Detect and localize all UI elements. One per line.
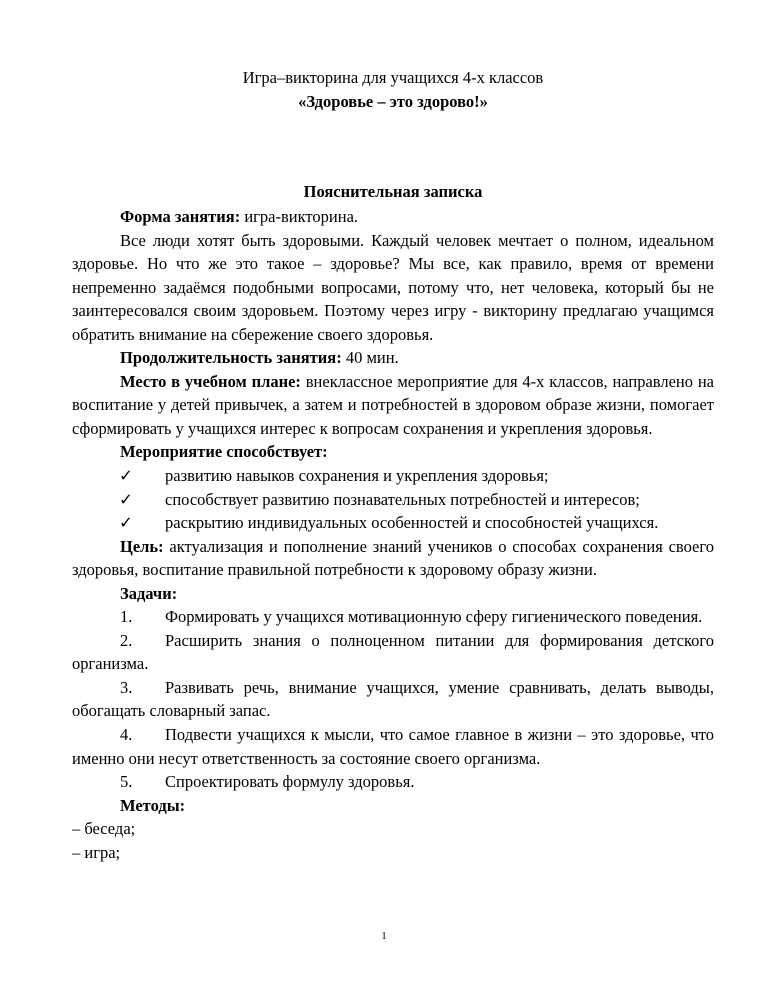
task-item (72, 723, 714, 770)
task-text: Расширить знания о полноценном питании для формирования детского организма. (72, 630, 714, 674)
checklist-item-text: раскрытию индивидуальных особенностей и способностей учащихся. (165, 513, 659, 533)
page-number: 1 (381, 930, 387, 942)
place-label: Место в учебном плане: (120, 371, 301, 391)
form-text: игра-викторина. (240, 207, 359, 226)
duration-text: 40 мин. (341, 348, 399, 368)
task-item (72, 605, 714, 629)
intro-paragraph: Все люди хотят быть здоровыми. Каждый человек мечтает о полном, идеальном здоровье. Но что же это такое – здоровье? Мы все, как правило, время от времени непременно задаёмся подобными вопросами, потому что, нет человека, который бы не заинтересовался своим здоровьем. Поэтому через игру - викторину предлагаю учащимся обратить внимание на сбережение своего здоровья. (72, 230, 714, 344)
task-text: Спроектировать формулу здоровья. (165, 772, 415, 792)
task-number: 5. (120, 772, 133, 792)
task-text: Развивать речь, внимание учащихся, умение сравнивать, делать выводы, обогащать словарный запас. (72, 677, 714, 721)
place-paragraph (72, 370, 714, 441)
document-title-line1: Игра–викторина для учащихся 4-х классов (242, 68, 544, 87)
checkmark-icon: ✓ (119, 513, 133, 533)
task-item (72, 770, 714, 794)
methods-item: – беседа; (72, 819, 136, 839)
task-number: 1. (120, 607, 133, 627)
methods-item: – игра; (72, 842, 121, 862)
goal-label: Цель: (120, 536, 164, 556)
section-heading: Пояснительная записка (303, 182, 483, 201)
checklist-item (72, 464, 714, 488)
checkmark-icon: ✓ (119, 489, 133, 509)
checklist-item-text: способствует развитию познавательных потребностей и интересов; (165, 489, 640, 509)
task-number: 4. (120, 725, 133, 745)
promotes-label: Мероприятие способствует: (120, 442, 328, 462)
checkmark-icon: ✓ (119, 466, 133, 486)
task-item (72, 676, 714, 723)
checklist-item (72, 488, 714, 512)
task-text: Подвести учащихся к мысли, что самое главное в жизни – это здоровье, что именно они несут ответственность за состояние своего организма. (72, 725, 714, 768)
methods-label: Методы: (120, 795, 186, 815)
task-number: 2. (120, 630, 133, 650)
task-text: Формировать у учащихся мотивационную сферу гигиенического поведения. (165, 607, 703, 627)
task-item (72, 629, 714, 676)
place-text: внеклассное мероприятие для 4-х классов, направлено на воспитание у детей привычек, а затем и потребностей в здоровом образе жизни, помогает сформировать у учащихся интерес к вопросам сохранения и укрепления здоровья. (72, 371, 714, 438)
duration-label: Продолжительность занятия: (120, 348, 342, 368)
tasks-label: Задачи: (120, 583, 178, 603)
form-paragraph (72, 205, 714, 229)
document-title-line2: «Здоровье – это здорово!» (298, 92, 488, 111)
checklist-item (72, 511, 714, 535)
form-label: Форма занятия: (120, 207, 241, 226)
document-body (72, 205, 714, 864)
checklist-item-text: развитию навыков сохранения и укрепления здоровья; (165, 466, 549, 486)
duration-paragraph (72, 346, 714, 370)
task-number: 3. (120, 677, 133, 697)
goal-paragraph (72, 535, 714, 582)
goal-text: актуализация и пополнение знаний учеников о способах сохранения своего здоровья, воспитание правильной потребности к здоровому образу жизни. (72, 536, 714, 580)
